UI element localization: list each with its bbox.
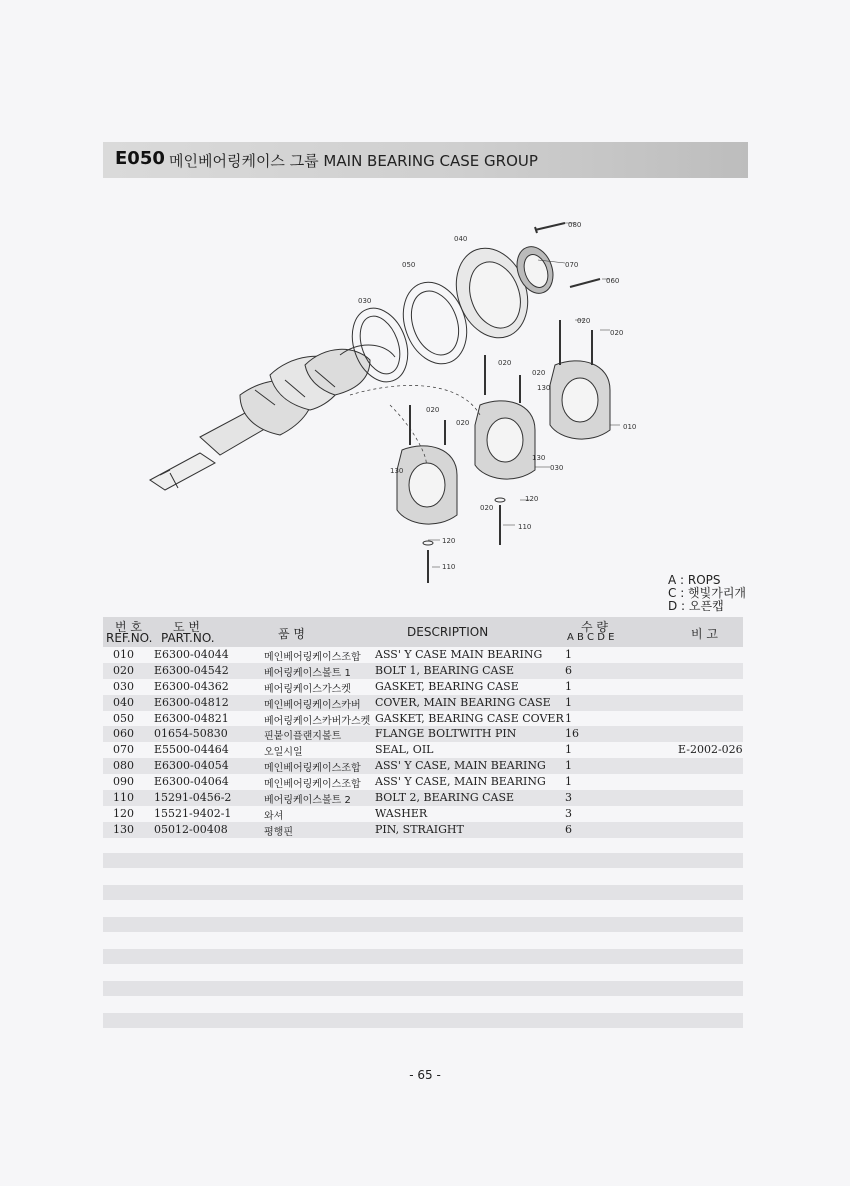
callout-label: 130 — [532, 454, 546, 462]
cell-kor: 메인베어링케이스조합 — [264, 652, 361, 663]
cell-kor: 베어링케이스볼트 1 — [264, 667, 351, 679]
cell-part: E6300-04542 — [154, 663, 229, 677]
cell-qty: 1 — [565, 759, 572, 773]
callout-label: 020 — [498, 359, 512, 367]
cell-ref: 080 — [113, 759, 134, 773]
empty-row-stripe — [103, 885, 743, 900]
cell-qty: 1 — [565, 679, 572, 693]
crankshaft-drawing — [150, 345, 395, 490]
callout-label: 020 — [480, 504, 494, 512]
cell-kor: 메인베어링케이스조합 — [264, 779, 361, 791]
table-row — [103, 790, 743, 806]
cell-ref: 030 — [113, 679, 134, 693]
empty-row-stripe — [103, 917, 743, 932]
callout-label: 060 — [606, 277, 620, 285]
cell-part: E5500-04464 — [154, 743, 229, 757]
cell-ref: 130 — [113, 822, 134, 836]
cell-qty: 3 — [565, 806, 572, 820]
cell-qty: 6 — [565, 663, 572, 677]
legend-item: D : 오픈캡 — [668, 599, 724, 613]
callout-label: 130 — [390, 467, 404, 475]
callout-label: 030 — [358, 297, 372, 305]
table-row — [103, 726, 743, 742]
cell-part: 05012-00408 — [154, 822, 228, 836]
header-qty-kor: 수 량 — [581, 620, 608, 634]
cell-kor: 핀붙이플랜지볼트 — [264, 731, 342, 743]
group-title: 메인베어링케이스 그룹 MAIN BEARING CASE GROUP — [169, 152, 538, 170]
page-number: - 65 - — [409, 1068, 441, 1082]
cell-qty: 16 — [565, 727, 579, 741]
group-code: E050 — [115, 148, 165, 169]
cell-kor: 메인베어링케이스조합 — [264, 763, 361, 775]
cell-desc: ASS' Y CASE, MAIN BEARING — [375, 775, 546, 789]
callout-label: 020 — [456, 419, 470, 427]
cell-qty: 1 — [565, 648, 572, 661]
cell-desc: BOLT 1, BEARING CASE — [375, 663, 515, 677]
cell-kor: 베어링케이스가스켓 — [264, 683, 351, 695]
legend-item: C : 햇빛가리개 — [668, 586, 747, 600]
cell-desc: GASKET, BEARING CASE — [375, 679, 519, 693]
cell-kor: 오일시일 — [264, 747, 303, 759]
cell-part: E6300-04821 — [154, 711, 229, 725]
callout-label: 010 — [623, 423, 637, 431]
cell-kor: 베어링케이스볼트 2 — [264, 795, 351, 807]
cell-part: E6300-04054 — [154, 759, 229, 773]
header-ref: REF.NO. — [106, 631, 153, 645]
callout-label: 120 — [525, 495, 539, 503]
header-name-kor: 품 명 — [278, 627, 305, 641]
group-title-bar — [103, 142, 748, 178]
table-row — [103, 695, 743, 711]
cell-part: E6300-04044 — [154, 648, 229, 661]
cell-qty: 6 — [565, 822, 572, 836]
cell-desc: ASS' Y CASE MAIN BEARING — [375, 648, 543, 661]
cell-kor: 베어링케이스카버가스켓 — [264, 715, 371, 727]
callout-label: 020 — [577, 317, 591, 325]
cell-part: E6300-04812 — [154, 695, 229, 709]
cell-ref: 010 — [113, 648, 134, 661]
table-row — [103, 758, 743, 774]
cell-qty: 3 — [565, 791, 572, 805]
header-remark: 비 고 — [691, 627, 718, 641]
cell-part: 01654-50830 — [154, 727, 228, 741]
cell-part: 15291-0456-2 — [154, 791, 232, 805]
table-row — [103, 647, 743, 663]
callout-label: 110 — [518, 523, 532, 531]
callout-label: 020 — [532, 369, 546, 377]
parts-table-body — [103, 647, 743, 838]
cell-ref: 120 — [113, 806, 134, 820]
cell-ref: 070 — [113, 743, 134, 757]
cell-part: E6300-04064 — [154, 775, 229, 789]
callout-label: 020 — [610, 329, 624, 337]
cell-desc: GASKET, BEARING CASE COVER — [375, 711, 564, 725]
cell-ref: 040 — [113, 695, 134, 709]
cell-kor: 와셔 — [264, 810, 284, 822]
cell-desc: BOLT 2, BEARING CASE — [375, 791, 515, 805]
cell-desc: FLANGE BOLTWITH PIN — [375, 727, 517, 741]
table-row — [103, 663, 743, 679]
callout-label: 130 — [537, 384, 551, 392]
table-row — [103, 806, 743, 822]
cell-qty: 1 — [565, 695, 572, 709]
cell-ref: 020 — [113, 663, 134, 677]
cell-desc: SEAL, OIL — [375, 743, 434, 757]
callout-label: 080 — [568, 221, 582, 229]
cell-ref: 090 — [113, 775, 134, 789]
table-row — [103, 742, 743, 758]
cell-desc: WASHER — [375, 806, 428, 820]
cell-part: 15521-9402-1 — [154, 806, 232, 820]
legend-item: A : ROPS — [668, 573, 721, 587]
cell-rem: E-2002-026 — [678, 743, 743, 757]
cell-part: E6300-04362 — [154, 679, 229, 693]
table-row — [103, 679, 743, 695]
cell-ref: 050 — [113, 711, 134, 725]
empty-row-stripe — [103, 853, 743, 868]
callout-label: 040 — [454, 235, 468, 243]
variant-legend — [668, 574, 746, 613]
parts-table-header — [103, 617, 743, 647]
table-row — [103, 711, 743, 727]
header-part: PART.NO. — [161, 631, 215, 645]
header-ref-kor: 번 호 — [115, 620, 142, 634]
cell-qty: 1 — [565, 711, 572, 725]
cell-desc: ASS' Y CASE, MAIN BEARING — [375, 759, 546, 773]
header-description: DESCRIPTION — [407, 625, 489, 639]
cell-qty: 1 — [565, 743, 572, 757]
callout-label: 110 — [442, 563, 456, 571]
cell-desc: COVER, MAIN BEARING CASE — [375, 695, 551, 709]
table-row — [103, 822, 743, 838]
cell-desc: PIN, STRAIGHT — [375, 822, 464, 836]
callout-label: 070 — [565, 261, 579, 269]
cell-ref: 060 — [113, 727, 134, 741]
callout-label: 030 — [550, 464, 564, 472]
callout-label: 050 — [402, 261, 416, 269]
empty-row-stripe — [103, 981, 743, 996]
cell-kor: 메인베어링케이스카버 — [264, 699, 361, 711]
header-qty-columns: A B C D E — [567, 632, 615, 643]
cell-ref: 110 — [113, 791, 134, 805]
callout-label: 120 — [442, 537, 456, 545]
cell-qty: 1 — [565, 775, 572, 789]
empty-row-stripe — [103, 1013, 743, 1028]
table-row — [103, 774, 743, 790]
exploded-parts-diagram — [140, 205, 660, 590]
header-part-kor: 도 번 — [173, 620, 200, 634]
empty-row-stripe — [103, 949, 743, 964]
cell-kor: 평행핀 — [264, 826, 293, 838]
callout-label: 020 — [426, 406, 440, 414]
